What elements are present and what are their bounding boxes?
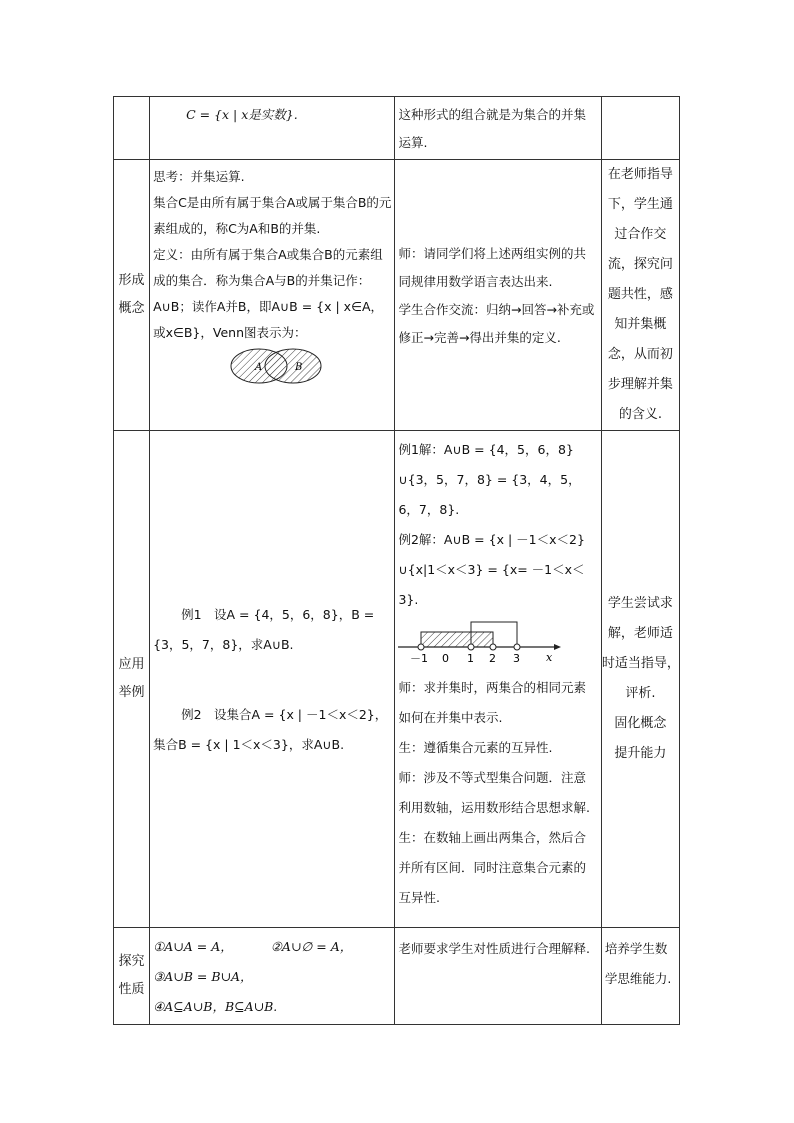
examples-purpose-2: 解，老师适 — [607, 626, 673, 641]
student-answer-1: 生：遵循集合元素的互异性. — [398, 740, 553, 755]
union-description: 集合C是由所有属于集合A或属于集合B的元素组成的，称C为A和B的并集. — [153, 195, 392, 236]
tick-label-0: 0 — [442, 652, 450, 665]
row-properties-activity-cell — [395, 928, 601, 1025]
properties-activity: 老师要求学生对性质进行合理解释. — [398, 941, 590, 956]
examples-purpose-3: 时适当指导， — [601, 656, 680, 671]
row-properties-label — [114, 928, 150, 1025]
examples-purpose-1: 学生尝试求 — [607, 596, 673, 611]
row-continuation-content-cell — [150, 97, 395, 160]
properties-purpose: 培养学生数学思维能力. — [604, 941, 672, 986]
row-continuation-purpose-cell — [601, 97, 679, 160]
row-examples-purpose-cell — [601, 431, 679, 928]
teacher-question-1: 师：求并集时，两集合的相同元素如何在并集中表示. — [398, 680, 586, 725]
concept-purpose: 在老师指导下，学生通过合作交流，探究问题共性，感知并集概念，从而初步理解并集的含义. — [607, 167, 673, 422]
tick-label-1: 1 — [467, 652, 475, 665]
solution-2: 例2解：A∪B = {x | －1＜x＜2}∪{x|1＜x＜3} = {x= －1＜x＜3}. — [398, 532, 585, 607]
section-label-examples: 应用举例 — [118, 657, 145, 700]
axis-label-x: x — [546, 651, 553, 664]
tick-label-3: 3 — [513, 652, 521, 665]
row-concept-purpose-cell — [601, 160, 679, 431]
row-continuation — [114, 97, 680, 160]
property-4: ④A⊆A∪B，B⊆A∪B. — [153, 999, 278, 1014]
solution-1: 例1解：A∪B = {4，5，6，8}∪{3，5，7，8} = {3，4，5，6，7，8}. — [398, 442, 581, 517]
open-point-3 — [514, 644, 520, 650]
venn-label-b: B — [295, 362, 303, 373]
examples-purpose-4: 评析. — [625, 686, 656, 701]
row-examples — [114, 431, 680, 928]
row-properties — [114, 928, 680, 1025]
venn-diagram — [221, 346, 331, 386]
venn-label-a: A — [255, 362, 263, 373]
set-c-definition: C = {x | x是实数}. — [186, 107, 298, 122]
row-examples-activity-cell — [395, 431, 601, 928]
row-concept-activity-cell — [395, 160, 601, 431]
row-properties-purpose-cell — [601, 928, 679, 1025]
example-1: 例1 设A = {4，5，6，8}，B = {3，5，7，8}，求A∪B. — [153, 607, 375, 652]
property-3: ③A∪B = B∪A， — [153, 969, 253, 984]
example-2: 例2 设集合A = {x | －1＜x＜2}，集合B = {x | 1＜x＜3}，求A∪B. — [153, 707, 388, 752]
teacher-question-2: 师：涉及不等式型集合问题．注意利用数轴，运用数形结合思想求解. — [398, 770, 590, 815]
property-2: ②A∪∅ = A， — [270, 939, 353, 954]
row-concept-content-cell — [150, 160, 395, 431]
open-point-1 — [468, 644, 474, 650]
row-examples-content-cell — [150, 431, 395, 928]
property-1: ①A∪A = A， — [153, 939, 233, 954]
union-operation-note: 这种形式的组合就是为集合的并集运算. — [398, 107, 586, 150]
row-continuation-label-cell — [114, 97, 150, 160]
tick-label-2: 2 — [489, 652, 497, 665]
examples-purpose-6: 提升能力 — [614, 746, 667, 761]
open-point-2 — [490, 644, 496, 650]
think-line: 思考：并集运算. — [153, 169, 245, 184]
lesson-plan-table — [113, 96, 680, 1025]
row-continuation-activity-cell — [395, 97, 601, 160]
examples-purpose-5: 固化概念 — [614, 716, 667, 731]
student-activity: 学生合作交流：归纳→回答→补充或修正→完善→得出并集的定义. — [398, 302, 595, 345]
row-concept-label — [114, 160, 150, 431]
venn-set-b — [265, 349, 321, 383]
row-examples-label — [114, 431, 150, 928]
student-answer-2: 生：在数轴上画出两集合，然后合并所有区间．同时注意集合元素的互异性. — [398, 830, 586, 905]
section-label-concept: 形成概念 — [118, 273, 145, 316]
row-concept — [114, 160, 680, 431]
open-point-minus1 — [418, 644, 424, 650]
tick-label-minus1: －1 — [410, 652, 429, 665]
teacher-prompt: 师：请同学们将上述两组实例的共同规律用数学语言表达出来. — [398, 246, 586, 289]
x-axis-arrow — [554, 644, 561, 650]
row-properties-content-cell — [150, 928, 395, 1025]
section-label-properties: 探究性质 — [118, 954, 145, 997]
interval-a — [421, 632, 493, 647]
union-definition: 定义：由所有属于集合A或集合B的元素组成的集合．称为集合A与B的并集记作：A∪B；读作A并B，即A∪B = {x | x∈A，或x∈B}，Venn图表示为： — [153, 247, 384, 340]
number-line-diagram — [398, 619, 568, 665]
